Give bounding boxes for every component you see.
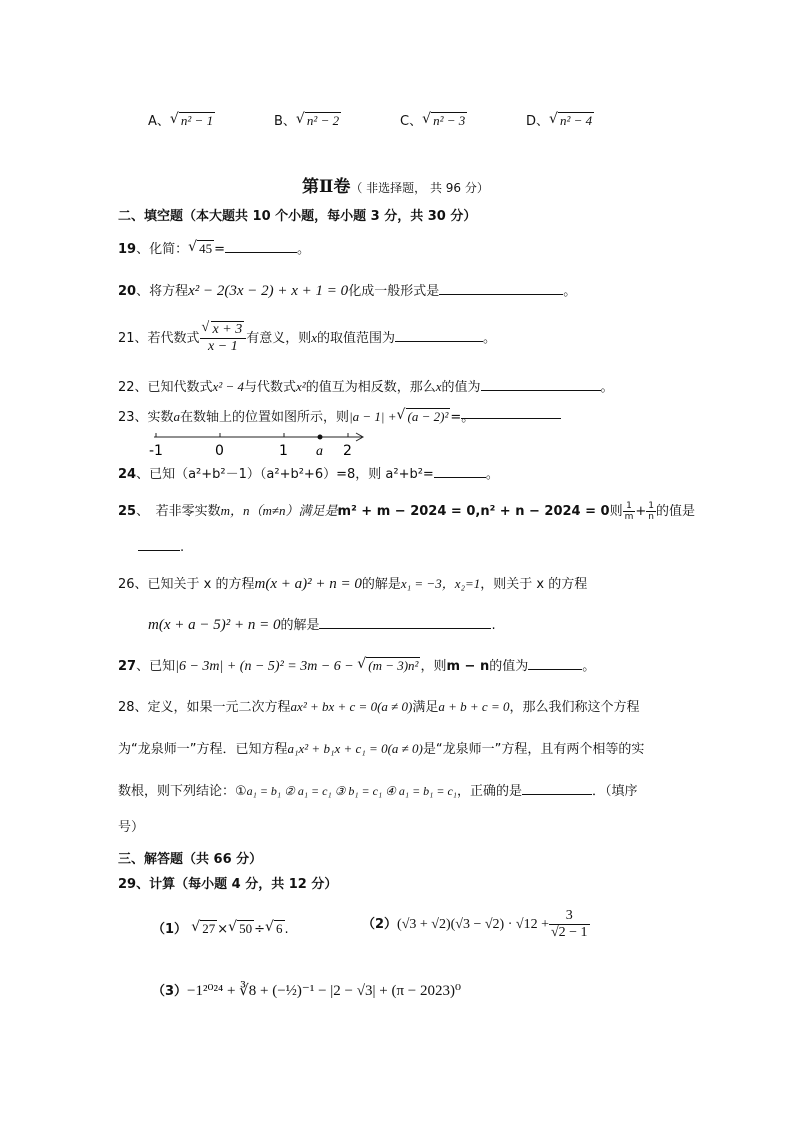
- q28-answer-blank[interactable]: [522, 782, 592, 795]
- choice-b-expr: n² − 2: [306, 113, 340, 128]
- q27-text1: 、已知: [136, 659, 176, 674]
- q23-text1: 23、实数: [118, 410, 174, 425]
- question-20: [118, 280, 576, 300]
- q23-end: 。: [461, 410, 475, 425]
- question-19: [118, 238, 310, 257]
- q25-number: 25: [118, 504, 137, 519]
- q19-text: 、化简：: [136, 242, 189, 257]
- q26-eq2: m(x + a − 5)² + n = 0: [148, 617, 281, 633]
- q25-eq2: n² + n − 2024 = 0: [480, 504, 610, 519]
- question-24: [118, 463, 499, 482]
- q28-l3a: 数根，则下列结论：①: [118, 784, 247, 799]
- part2-title-text: 第Ⅱ卷: [302, 177, 351, 197]
- q29-p3-expr: −1²⁰²⁴ + ∛8 + (−½)⁻¹ − |2 − √3| + (π − 2023)⁰: [187, 983, 461, 999]
- q29-part3: [152, 980, 461, 1000]
- choice-b: [274, 110, 341, 129]
- q29-p1-r3: 6: [276, 921, 283, 936]
- q24-number: 24: [118, 467, 137, 482]
- q25-frac2-den: n: [648, 512, 655, 522]
- q21-fraction: [200, 322, 247, 355]
- part2-subtitle: （ 非选择题， 共 96 分）: [350, 181, 489, 195]
- q25-eq1: m² + m − 2024 = 0,: [337, 504, 481, 519]
- q25-end: .: [180, 540, 185, 555]
- q28-l2m: a₁x² + b₁x + c₁ = 0(a ≠ 0): [287, 741, 423, 756]
- q19-radicand: 45: [199, 241, 213, 256]
- q22-var: x: [435, 379, 442, 394]
- q28-l1c: ，那么我们称这个方程: [509, 700, 640, 715]
- q29-p2-label: （2）: [362, 917, 398, 933]
- q29-p1-end: .: [284, 922, 289, 937]
- part2-title: [302, 172, 489, 197]
- q22-end: 。: [600, 380, 614, 395]
- point-a: [318, 435, 323, 440]
- section2-header: 二、填空题（本大题共 10 个小题，每小题 3 分，共 30 分）: [118, 209, 477, 224]
- choice-d-label: D、: [526, 114, 550, 129]
- q29-p2-expr: (√3 + √2)(√3 − √2) · √12 +: [397, 917, 549, 933]
- q28-l2a: 为“龙泉师一”方程．已知方程: [118, 742, 288, 757]
- q28-l3m: a₁ = b₁ ② a₁ = c₁ ③ b₁ = c₁ ④ a₁ = b₁ = c₁: [246, 784, 457, 798]
- q25-frac2-num: 1: [648, 500, 655, 511]
- q25-answer-blank[interactable]: [138, 538, 180, 551]
- q29-p2-den: √2 − 1: [550, 925, 588, 941]
- q29-header: 29、计算（每小题 4 分，共 12 分）: [118, 877, 338, 892]
- q25-frac1-den: m: [624, 512, 634, 522]
- q26-text1: 26、已知关于 x 的方程: [118, 577, 255, 592]
- q28-l1a: 28、定义，如果一元二次方程: [118, 700, 291, 715]
- question-26-line2: [148, 614, 496, 634]
- q25-text2: 则: [609, 504, 623, 519]
- q25-vars: m，n（m≠n）满足是: [220, 503, 338, 518]
- q25-frac1: [623, 501, 636, 523]
- q21-end: 。: [483, 331, 497, 347]
- q19-answer-blank[interactable]: [225, 240, 297, 253]
- choice-a-expr: n² − 1: [180, 113, 214, 128]
- q24-end: 。: [485, 467, 499, 482]
- q24-answer-blank[interactable]: [434, 465, 486, 478]
- q22-expr1: x² − 4: [212, 379, 244, 394]
- choice-a: [148, 110, 215, 129]
- q19-number: 19: [118, 242, 137, 257]
- question-28-line4: 号）: [118, 820, 145, 835]
- q24-text: 、已知（a²+b²－1）（a²+b²+6）=8，则 a²+b²=: [136, 467, 434, 482]
- tick-label-m1: -1: [149, 443, 163, 459]
- q27-equation: |6 − 3m| + (n − 5)² = 3m − 6 −: [175, 659, 358, 674]
- q29-p2-fraction: [549, 908, 590, 941]
- q27-number: 27: [118, 659, 137, 674]
- q22-text4: 的值为: [441, 380, 481, 395]
- q29-p1-op2: ÷: [254, 922, 265, 937]
- question-27: [118, 655, 595, 675]
- q21-numerator: x + 3: [212, 322, 243, 337]
- q29-p1-label: （1）: [152, 922, 188, 937]
- q27-answer-blank[interactable]: [528, 657, 582, 670]
- q23-abs: |a − 1| +: [349, 409, 397, 424]
- q25-frac1-num: 1: [623, 501, 636, 512]
- q23-text2: 在数轴上的位置如图所示，则: [180, 410, 350, 425]
- question-25: 25、 若非零实数m，n（m≠n）满足是m² + m − 2024 = 0,n² + n − 2024 = 0则 $\frac{1}{m}$ + $\frac{1}{n}$ 的值是: [118, 500, 696, 522]
- q28-l3c: ．（填序: [591, 784, 638, 799]
- q21-text2: 有意义，则: [246, 331, 312, 347]
- choice-d: [526, 110, 594, 129]
- tick-label-2: 2: [343, 443, 352, 459]
- q20-text2: 化成一般形式是: [348, 284, 440, 299]
- q29-p1-r2: 50: [239, 921, 253, 936]
- q26-end: .: [491, 618, 496, 633]
- tick-label-0: 0: [215, 443, 224, 459]
- question-21: [118, 322, 496, 355]
- q21-var: x: [311, 330, 318, 346]
- q21-text3: 的取值范围为: [317, 331, 396, 347]
- q25-text3: 的值是: [656, 504, 696, 519]
- q27-radicand: (m − 3)n²: [368, 658, 419, 673]
- q23-equals: =: [450, 410, 462, 425]
- q26-solution: x₁ = −3，x₂=1: [400, 576, 481, 591]
- q23-answer-blank[interactable]: [461, 406, 561, 425]
- q27-ask: m − n: [446, 659, 490, 674]
- q20-equation: x² − 2(3x − 2) + x + 1 = 0: [188, 283, 349, 299]
- q29-part2: [362, 908, 590, 941]
- q25-text1: 、 若非零实数: [136, 504, 221, 519]
- q20-text1: 、将方程: [136, 284, 189, 299]
- q27-end: 。: [582, 659, 596, 674]
- q28-l3b: ，正确的是: [456, 784, 522, 799]
- choice-c: [400, 110, 467, 129]
- question-26: [118, 573, 587, 593]
- q28-l1m: ax² + bx + c = 0(a ≠ 0): [290, 699, 413, 714]
- question-22: [118, 376, 614, 395]
- choice-a-label: A、: [148, 114, 170, 129]
- q26-text2: 的解是: [361, 577, 401, 592]
- q23-number-line: [146, 428, 370, 460]
- q28-l2b: 是“龙泉师一”方程，且有两个相等的实: [422, 742, 645, 757]
- question-28-line1: [118, 696, 640, 715]
- q29-p2-num: 3: [549, 908, 590, 925]
- question-28-line2: [118, 738, 644, 757]
- q21-text1: 21、若代数式: [118, 331, 200, 347]
- q26-answer-blank[interactable]: [319, 616, 491, 629]
- choice-d-expr: n² − 4: [560, 113, 593, 128]
- q23-radicand: (a − 2)²: [407, 409, 449, 424]
- q29-p1-op1: ×: [217, 922, 229, 937]
- q22-expr2: x²: [296, 379, 306, 394]
- q26-text4: 的解是: [280, 618, 320, 633]
- q28-l1b: 满足: [412, 700, 439, 715]
- q25-answer-line: [138, 538, 184, 555]
- q29-part1: [152, 918, 289, 937]
- question-28-line3: [118, 780, 637, 799]
- q22-text1: 22、已知代数式: [118, 380, 213, 395]
- q27-text3: 的值为: [489, 659, 529, 674]
- q22-text2: 与代数式: [244, 380, 297, 395]
- q20-number: 20: [118, 284, 137, 299]
- tick-label-a: a: [316, 444, 323, 459]
- q22-answer-blank[interactable]: [481, 378, 601, 391]
- q26-text3: ，则关于 x 的方程: [480, 577, 588, 592]
- question-23: [118, 406, 561, 425]
- q20-end: 。: [563, 284, 577, 299]
- q23-var: a: [173, 409, 181, 424]
- q22-text3: 的值互为相反数，那么: [305, 380, 436, 395]
- section3-header: 三、解答题（共 66 分）: [118, 852, 263, 867]
- choice-b-label: B、: [274, 114, 296, 129]
- q21-denominator: x − 1: [208, 339, 238, 355]
- tick-label-1: 1: [279, 443, 288, 459]
- q21-answer-blank[interactable]: [395, 329, 483, 342]
- q20-answer-blank[interactable]: [439, 282, 563, 295]
- q29-p1-r1: 27: [202, 921, 216, 936]
- q25-frac2: [646, 501, 656, 523]
- q26-eq1: m(x + a)² + n = 0: [254, 576, 362, 592]
- q29-p3-label: （3）: [152, 984, 188, 999]
- q27-text2: ，则: [420, 659, 447, 674]
- choice-c-label: C、: [400, 114, 423, 129]
- q19-end: 。: [297, 242, 311, 257]
- choice-c-expr: n² − 3: [433, 113, 466, 128]
- q28-l1m2: a + b + c = 0: [438, 699, 510, 714]
- q19-equals: =: [214, 242, 226, 257]
